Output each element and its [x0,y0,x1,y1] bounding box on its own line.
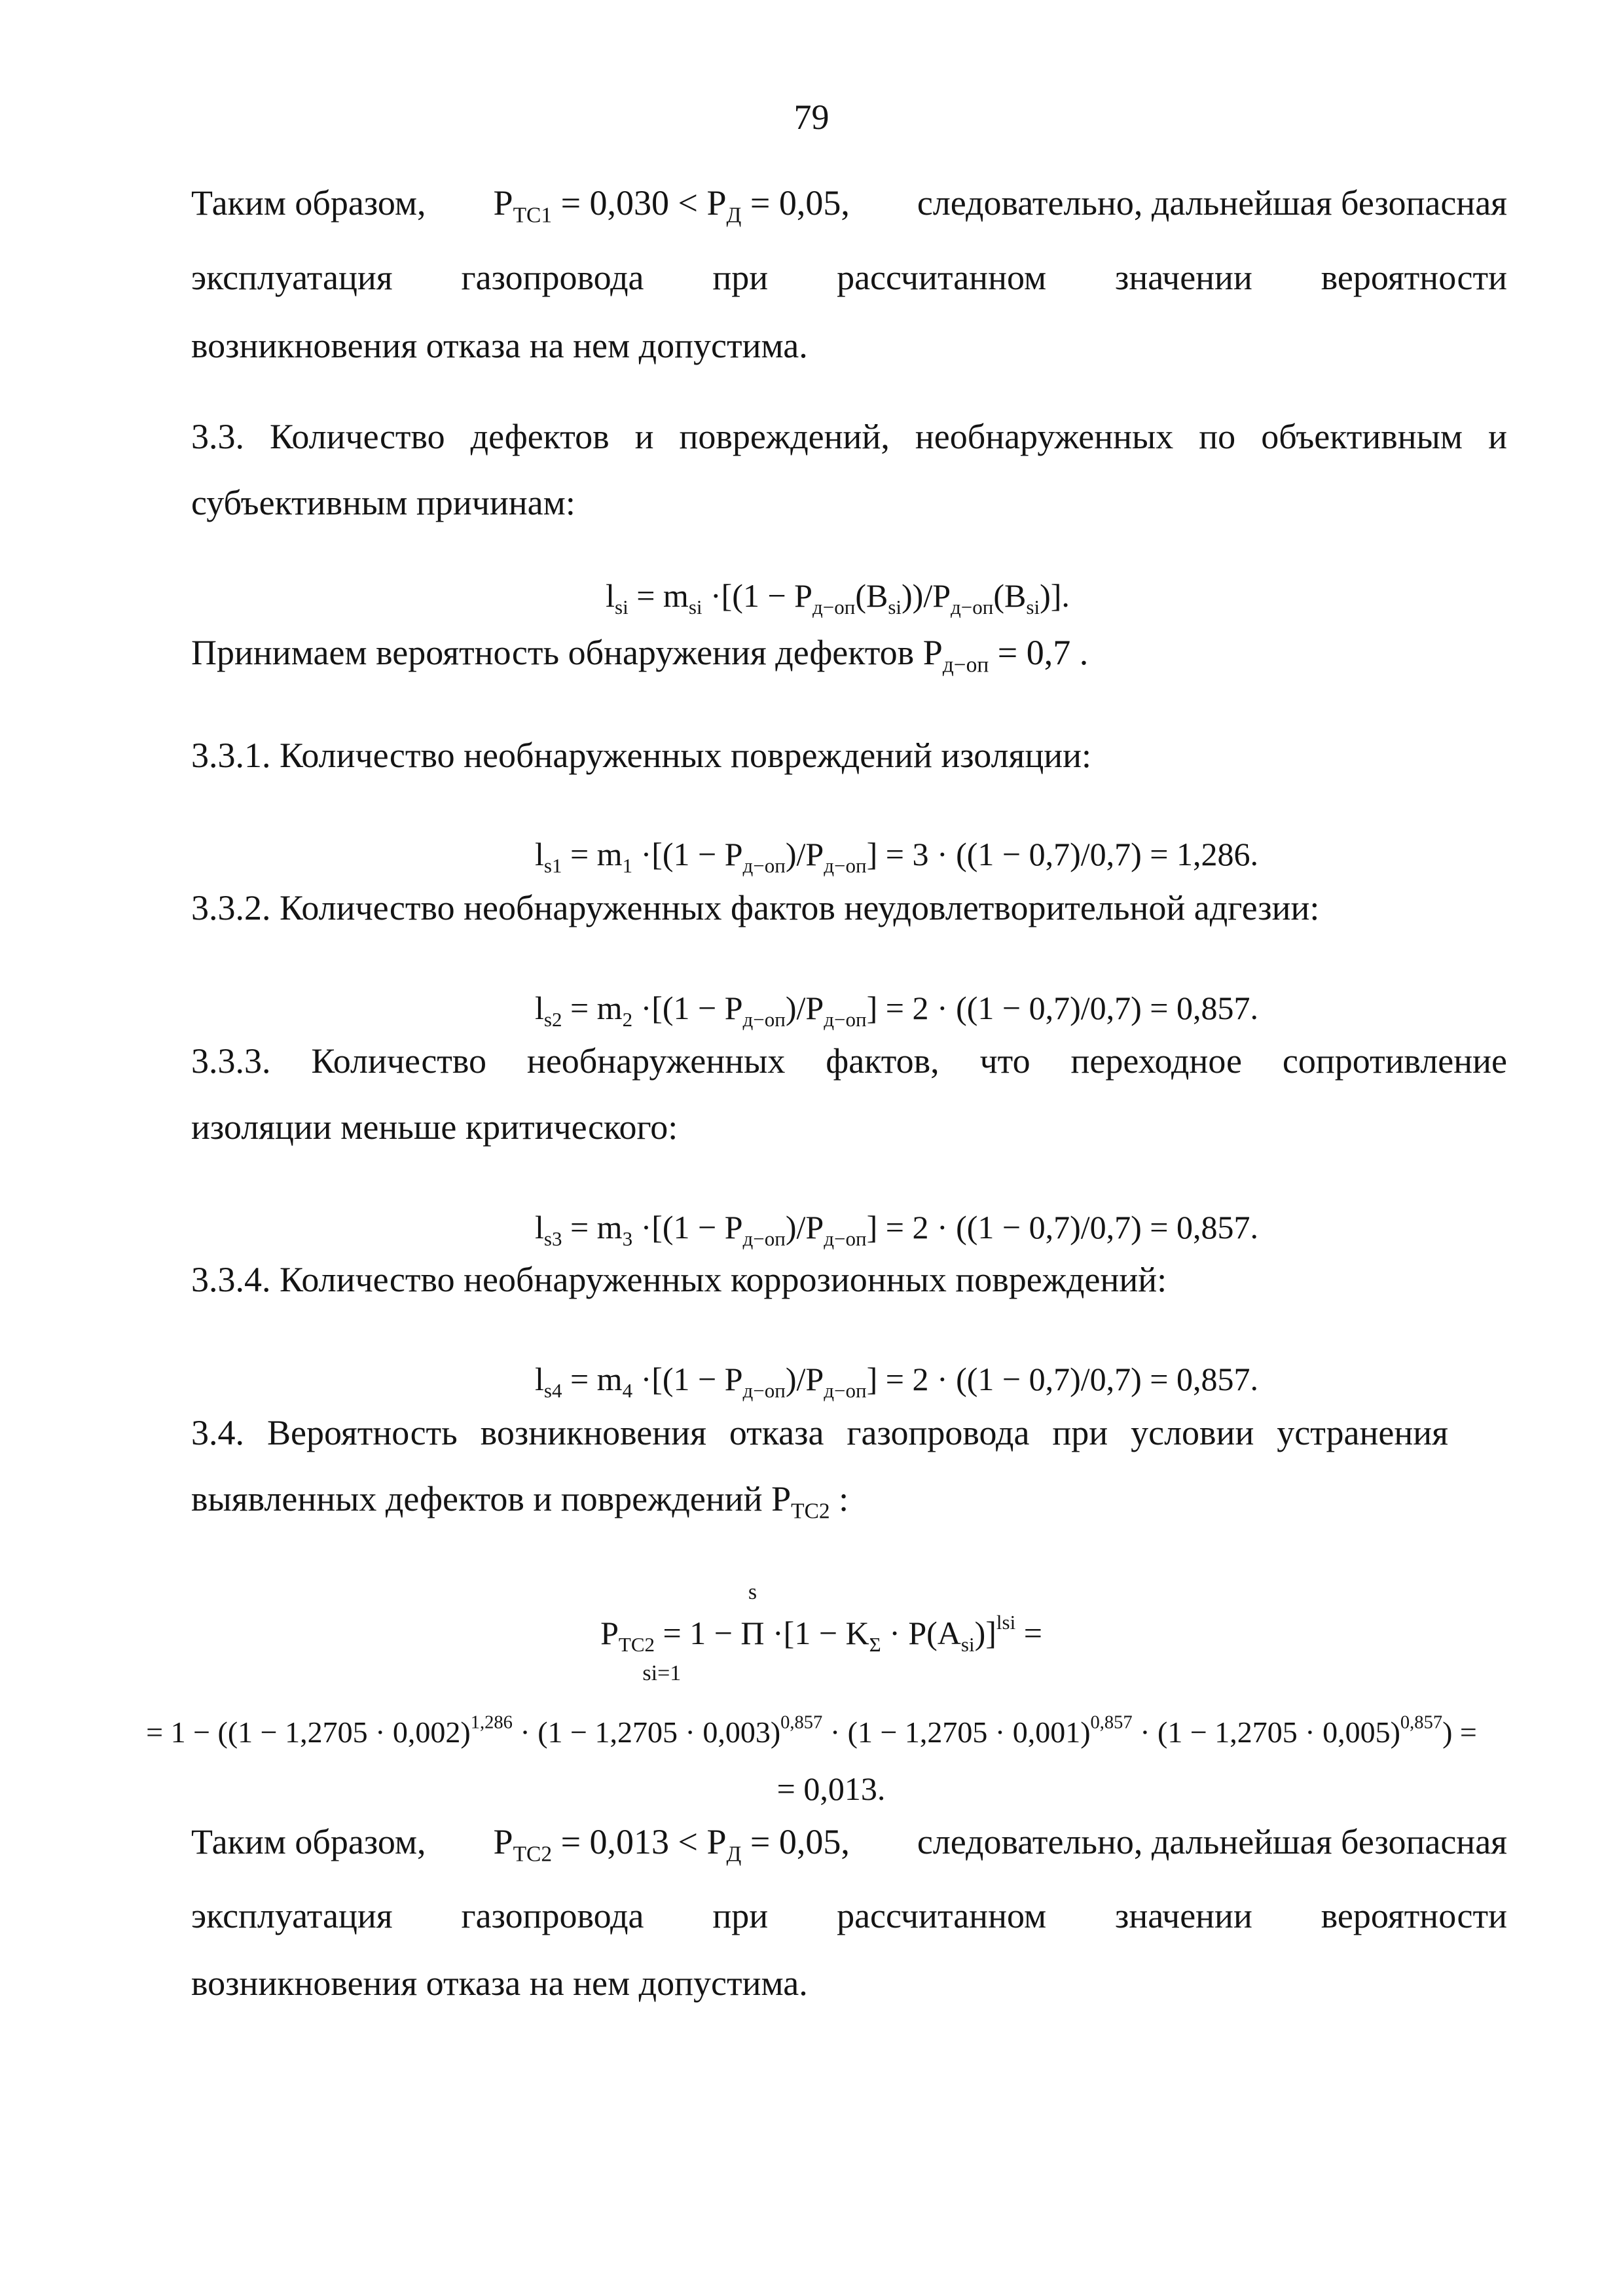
formula-ptc2-definition: $P_{ТС2} = 1$ − s Π si=1 $\cdot[1 - K_\Sigma \cdot P(A_{si})]^{lsi}$ = [600,1580,1042,1685]
conclusion-2-intro: Таким образом, [191,1822,426,1861]
conclusion-1-line-1 [191,182,1507,228]
section-3-4-line-2 [191,1478,1507,1524]
formula-lsi: $l_{si} = m_{si} \cdot[(1 - P_{д-оп}(B_{si}))/P_{д-оп}(B_{si})]$. [606,577,1070,619]
formula-ptc2-result: = 0,013. [776,1770,886,1807]
formula-ls2: $l_{s2} = m_2 \cdot[(1 - P_{д-оп})/P_{д-оп}] = 2 \cdot ((1 - 0,7)/0,7) = 0,857$. [534,990,1258,1031]
accept-formula: $P_{д-оп} = 0,7$ . [922,633,1089,677]
section-3-3-4-title: 3.3.4. Количество необнаруженных коррозионных повреждений: [191,1260,1167,1299]
conclusion-2-rest: следовательно, дальнейшая безопасная [917,1822,1507,1861]
conclusion-1-rest: следовательно, дальнейшая безопасная [917,183,1507,223]
conclusion-1-formula: $P_{ТС1} = 0,030 < P_Д = 0,05$, [493,183,850,228]
conclusion-1-line-2: эксплуатация газопровода при рассчитанном значении вероятности [191,258,1507,297]
section-3-3-line-1: 3.3. Количество дефектов и повреждений, необнаруженных по объективным и [191,417,1507,456]
product-operator: s Π si=1 [642,1580,765,1685]
conclusion-2-line-1 [191,1821,1507,1867]
conclusion-2-formula: $P_{ТС2} = 0,013 < P_Д = 0,05$, [493,1822,850,1867]
section-3-4-line-2-formula: $P_{ТС2}$ : [771,1479,849,1524]
formula-ptc2-expansion: = $1 - ((1 - 1,2705 \cdot 0,002)^{1,286} \cdot (1 - 1,2705 \cdot 0,003)^{0,857} \cdot (1 - 1,2705 \cdot 0,001)^{0,857} \cdot (1 - 1,2705 \cdot 0,005)^{0,857})$ = [146,1712,1477,1749]
conclusion-1-line-3: возникновения отказа на нем допустима. [191,326,808,365]
formula-ls4: $l_{s4} = m_4 \cdot[(1 - P_{д-оп})/P_{д-оп}] = 2 \cdot ((1 - 0,7)/0,7) = 0,857$. [534,1361,1258,1402]
formula-ls3: $l_{s3} = m_3 \cdot[(1 - P_{д-оп})/P_{д-оп}] = 2 \cdot ((1 - 0,7)/0,7) = 0,857$. [534,1209,1258,1250]
section-3-4-line-2-text: выявленных дефектов и повреждений [191,1479,763,1518]
section-3-4-line-1: 3.4. Вероятность возникновения отказа газопровода при условии устранения [191,1413,1448,1452]
conclusion-2-line-2: эксплуатация газопровода при рассчитанном значении вероятности [191,1896,1507,1935]
section-3-3-1-title: 3.3.1. Количество необнаруженных повреждений изоляции: [191,736,1092,775]
formula-ls1: $l_{s1} = m_1 \cdot[(1 - P_{д-оп})/P_{д-оп}] = 3 \cdot ((1 - 0,7)/0,7) = 1,286$. [534,836,1258,877]
section-3-3-line-2: субъективным причинам: [191,483,575,522]
page-number: 79 [793,98,830,137]
section-3-3-3-line-2: изоляции меньше критического: [191,1107,678,1147]
section-3-3-3-line-1: 3.3.3. Количество необнаруженных фактов, что переходное сопротивление [191,1041,1507,1081]
conclusion-1-intro: Таким образом, [191,183,426,223]
accept-text: Принимаем вероятность обнаружения дефектов [191,633,915,672]
section-3-3-2-title: 3.3.2. Количество необнаруженных фактов неудовлетворительной адгезии: [191,888,1320,927]
conclusion-2-line-3: возникновения отказа на нем допустима. [191,1964,808,2003]
accept-line [191,632,1507,677]
